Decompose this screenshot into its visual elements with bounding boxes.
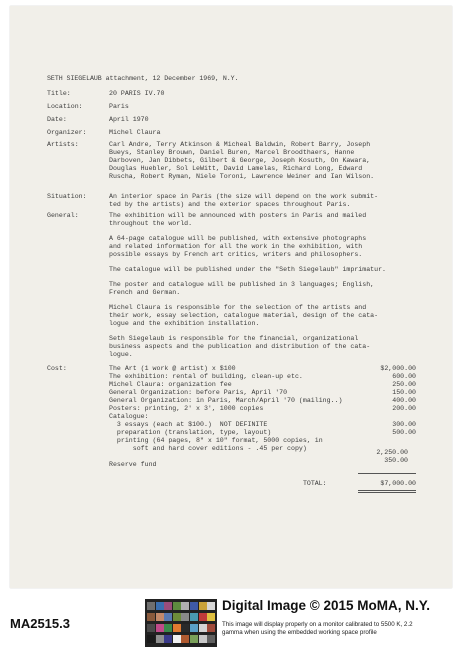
- color-swatch: [173, 635, 181, 643]
- title-value: 20 PARIS IV.70: [109, 90, 165, 97]
- color-swatch: [199, 635, 207, 643]
- situation-line: ted by the artists) and the exterior spaces throughout Paris.: [109, 201, 351, 208]
- location-value: Paris: [109, 103, 129, 110]
- artists-line: Douglas Huebler, Sol LeWitt, David Lamelas, Richard Long, Edward: [109, 165, 363, 172]
- color-swatch: [164, 624, 172, 632]
- general-line: logue.: [109, 351, 133, 358]
- general-line: The catalogue will be published under the "Seth Siegelaub" imprimatur.: [109, 266, 386, 273]
- color-swatch: [190, 624, 198, 632]
- cost-label: Cost:: [47, 365, 67, 372]
- color-swatch: [207, 602, 215, 610]
- color-swatch: [181, 624, 189, 632]
- color-swatch: [190, 635, 198, 643]
- artists-line: Bueys, Stanley Brouwn, Daniel Buren, Marcel Broodthaers, Hanne: [109, 149, 355, 156]
- cost-item: General Organization: before Paris, April '70: [109, 389, 288, 396]
- location-label: Location:: [47, 103, 83, 110]
- color-swatch: [147, 635, 155, 643]
- cost-amount: 250.00: [392, 381, 416, 388]
- situation-line: An interior space in Paris (the size will depend on the work submit-: [109, 193, 379, 200]
- color-swatch: [181, 613, 189, 621]
- cost-item: Reserve fund: [109, 461, 157, 468]
- total-amount: $7,000.00: [380, 480, 416, 487]
- color-swatch: [164, 635, 172, 643]
- color-swatch: [164, 613, 172, 621]
- color-swatch: [147, 613, 155, 621]
- date-label: Date:: [47, 116, 67, 123]
- situation-label: Situation:: [47, 193, 87, 200]
- calibration-note: This image will display properly on a monitor calibrated to 5500 K, 2.2: [222, 621, 413, 628]
- general-line: possible essays by French art critics, writers and philosophers.: [109, 251, 363, 258]
- cost-amount: 150.00: [392, 389, 416, 396]
- cost-amount: 500.00: [392, 429, 416, 436]
- cost-amount: 200.00: [392, 405, 416, 412]
- general-line: logue and the exhibition installation.: [109, 320, 260, 327]
- cost-item: Michel Claura: organization fee: [109, 381, 232, 388]
- color-swatch: [147, 602, 155, 610]
- copyright-notice: Digital Image © 2015 MoMA, N.Y.: [222, 598, 430, 613]
- total-rule: [358, 473, 416, 474]
- color-swatch: [190, 613, 198, 621]
- color-swatch: [190, 602, 198, 610]
- cost-item: preparation (translation, type, layout): [109, 429, 272, 436]
- cost-item: The Art (1 work @ artist) x $100: [109, 365, 236, 372]
- color-calibration-chart: [145, 599, 217, 647]
- organizer-value: Michel Claura: [109, 129, 161, 136]
- cost-amount: 400.00: [392, 397, 416, 404]
- title-label: Title:: [47, 90, 71, 97]
- cost-item: Posters: printing, 2' x 3', 1000 copies: [109, 405, 264, 412]
- color-swatch: [207, 624, 215, 632]
- color-swatch: [156, 624, 164, 632]
- color-swatch: [207, 613, 215, 621]
- cost-item: Catalogue:: [109, 413, 149, 420]
- color-swatch: [199, 602, 207, 610]
- general-line: A 64-page catalogue will be published, with extensive photographs: [109, 235, 367, 242]
- cost-item: 3 essays (each at $100.) NOT DEFINITE: [109, 421, 268, 428]
- general-line: throughout the world.: [109, 220, 193, 227]
- organizer-label: Organizer:: [47, 129, 87, 136]
- general-label: General:: [47, 212, 79, 219]
- artists-line: Carl Andre, Terry Atkinson & Micheal Baldwin, Robert Barry, Joseph: [109, 141, 371, 148]
- doc-heading: [47, 75, 238, 83]
- cost-amount: 350.00: [384, 457, 408, 464]
- color-swatch: [199, 613, 207, 621]
- general-line: Michel Claura is responsible for the selection of the artists and: [109, 304, 367, 311]
- color-swatch: [147, 624, 155, 632]
- general-line: The exhibition will be announced with posters in Paris and mailed: [109, 212, 367, 219]
- cost-item: printing (64 pages, 8" x 10" format, 5000 copies, in: [109, 437, 323, 444]
- color-swatch: [199, 624, 207, 632]
- color-swatch: [173, 602, 181, 610]
- total-double-rule: [358, 492, 416, 493]
- color-swatch: [156, 635, 164, 643]
- general-line: business aspects and the publication and distribution of the cata-: [109, 343, 371, 350]
- cost-amount: 300.00: [392, 421, 416, 428]
- cost-amount: 600.00: [392, 373, 416, 380]
- artists-line: Ruscha, Robert Ryman, Niele Toroni, Lawrence Weiner and Ian Wilson.: [109, 173, 375, 180]
- color-swatch: [181, 602, 189, 610]
- general-line: their work, essay selection, catalogue material, design of the cata-: [109, 312, 379, 319]
- cost-item: General Organization: in Paris, March/April '70 (mailing..): [109, 397, 343, 404]
- cost-item: soft and hard cover editions - .45 per copy): [109, 445, 307, 452]
- heading-sender: SETH SIEGELAUB: [47, 75, 102, 82]
- artists-label: Artists:: [47, 141, 79, 148]
- total-double-rule: [358, 490, 416, 491]
- artists-line: Darboven, Jan Dibbets, Gilbert & George, Joseph Kosuth, On Kawara,: [109, 157, 371, 164]
- cost-amount: $2,000.00: [380, 365, 416, 372]
- date-value: April 1970: [109, 116, 149, 123]
- general-line: Seth Siegelaub is responsible for the financial, organizational: [109, 335, 359, 342]
- general-line: French and German.: [109, 289, 181, 296]
- general-line: The poster and catalogue will be published in 3 languages; English,: [109, 281, 375, 288]
- color-swatch: [181, 635, 189, 643]
- total-label: TOTAL:: [303, 480, 327, 487]
- archive-code: MA2515.3: [10, 616, 70, 631]
- color-swatch: [156, 602, 164, 610]
- color-swatch: [173, 613, 181, 621]
- heading-rest: attachment, 12 December 1969, N.Y.: [105, 75, 239, 82]
- cost-item: The exhibition: rental of building, clean-up etc.: [109, 373, 303, 380]
- color-swatch: [173, 624, 181, 632]
- cost-amount: 2,250.00: [376, 449, 408, 456]
- color-swatch: [164, 602, 172, 610]
- color-swatch: [207, 635, 215, 643]
- document-page: [10, 6, 452, 588]
- color-swatch: [156, 613, 164, 621]
- calibration-note: gamma when using the embedded working space profile: [222, 629, 377, 636]
- general-line: and related information for all the work in the exhibition, with: [109, 243, 363, 250]
